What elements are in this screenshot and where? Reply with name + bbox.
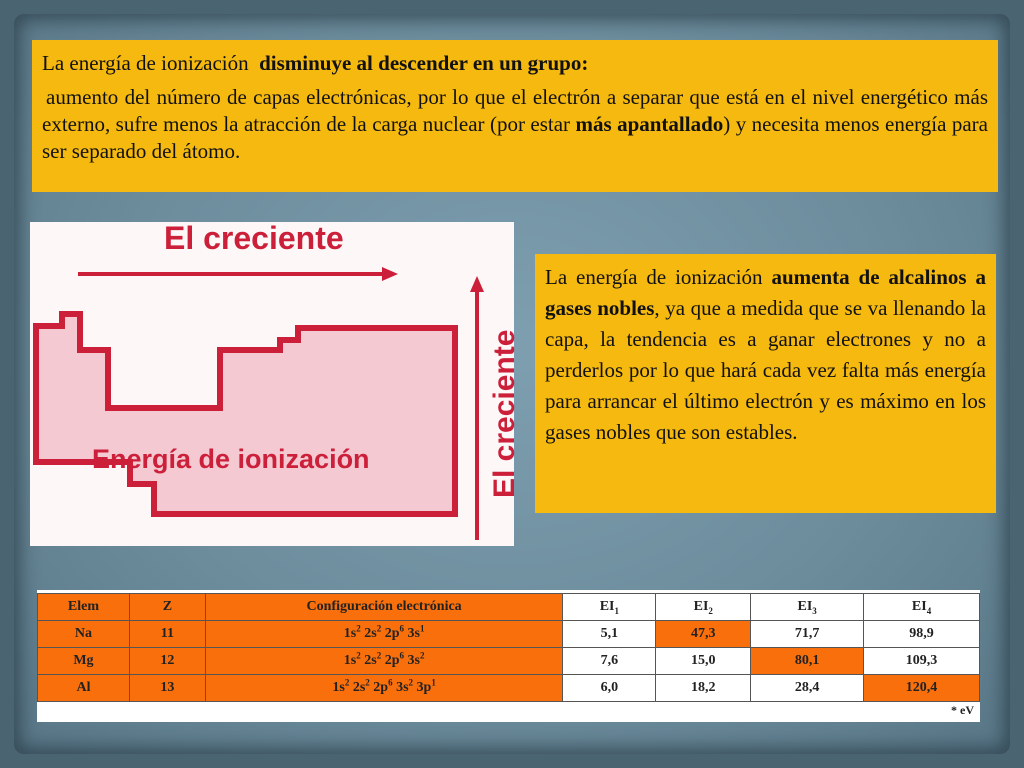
periodic-table-diagram xyxy=(30,220,521,546)
header-z: Z xyxy=(129,594,205,621)
side-label: El creciente xyxy=(488,329,521,498)
trend-bold: aumenta de alcalinos a gases nobles xyxy=(545,265,986,320)
intro-body-bold: más apantallado xyxy=(575,112,724,136)
cell-config: $1s^2$ $2s^2$ $2p^6$ $3s^2$ $3p^1$ xyxy=(205,675,563,702)
cell-config: $1s^2$ $2s^2$ $2p^6$ $3s^2$ xyxy=(205,648,563,675)
cell-elem: Al xyxy=(38,675,130,702)
periodic-table-shape xyxy=(36,314,455,514)
unit-note: * eV xyxy=(951,703,974,717)
vertical-arrow-head xyxy=(470,276,484,292)
horizontal-arrow-head xyxy=(382,267,398,281)
header-ei3: $EI_3$ xyxy=(751,594,864,621)
cell-elem: Na xyxy=(38,621,130,648)
cell-z: 12 xyxy=(129,648,205,675)
table-row xyxy=(38,648,980,675)
table-header-row xyxy=(38,594,980,621)
cell-elem: Mg xyxy=(38,648,130,675)
cell-ei2: 15,0 xyxy=(656,648,751,675)
cell-ei2: 18,2 xyxy=(656,675,751,702)
cell-ei4: 98,9 xyxy=(864,621,980,648)
header-ei1: $EI_1$ xyxy=(563,594,656,621)
header-ei2: $EI_2$ xyxy=(656,594,751,621)
cell-ei3: 71,7 xyxy=(751,621,864,648)
intro-body: aumento del número de capas electrónicas, por lo que el electrón a separar que está en el nivel energético más externo, sufre menos la atracción de la carga nuclear (por estar más apantallado) y necesita menos energía para ser separado del átomo. xyxy=(42,85,988,163)
center-label: Energía de ionización xyxy=(92,444,370,474)
cell-ei1: 5,1 xyxy=(563,621,656,648)
ionization-table xyxy=(37,593,980,702)
cell-ei3: 28,4 xyxy=(751,675,864,702)
trend-paragraph: La energía de ionización aumenta de alcalinos a gases nobles, ya que a medida que se va llenando la capa, la tendencia es a ganar electrones y no a perderlos por lo que hará cada vez falta más energía para arrancar el último electrón y es máximo en los gases nobles que son estables. xyxy=(545,265,986,444)
cell-z: 13 xyxy=(129,675,205,702)
diagram-svg xyxy=(30,220,521,546)
cell-config: $1s^2$ $2s^2$ $2p^6$ $3s^1$ xyxy=(205,621,563,648)
cell-ei1: 6,0 xyxy=(563,675,656,702)
cell-z: 11 xyxy=(129,621,205,648)
cell-ei3: 80,1 xyxy=(751,648,864,675)
trend-text-box xyxy=(535,254,996,513)
intro-lead: La energía de ionización disminuye al descender en un grupo: xyxy=(42,51,589,75)
ionization-table-panel xyxy=(37,590,980,722)
header-ei4: $EI_4$ xyxy=(864,594,980,621)
intro-text-box xyxy=(32,40,998,192)
intro-lead-bold: disminuye al descender en un grupo: xyxy=(259,51,589,75)
table-row xyxy=(38,621,980,648)
table-row xyxy=(38,675,980,702)
header-elem: Elem xyxy=(38,594,130,621)
top-label: El creciente xyxy=(164,220,344,256)
cell-ei4: 109,3 xyxy=(864,648,980,675)
cell-ei1: 7,6 xyxy=(563,648,656,675)
header-config: Configuración electrónica xyxy=(205,594,563,621)
cell-ei2: 47,3 xyxy=(656,621,751,648)
cell-ei4: 120,4 xyxy=(864,675,980,702)
